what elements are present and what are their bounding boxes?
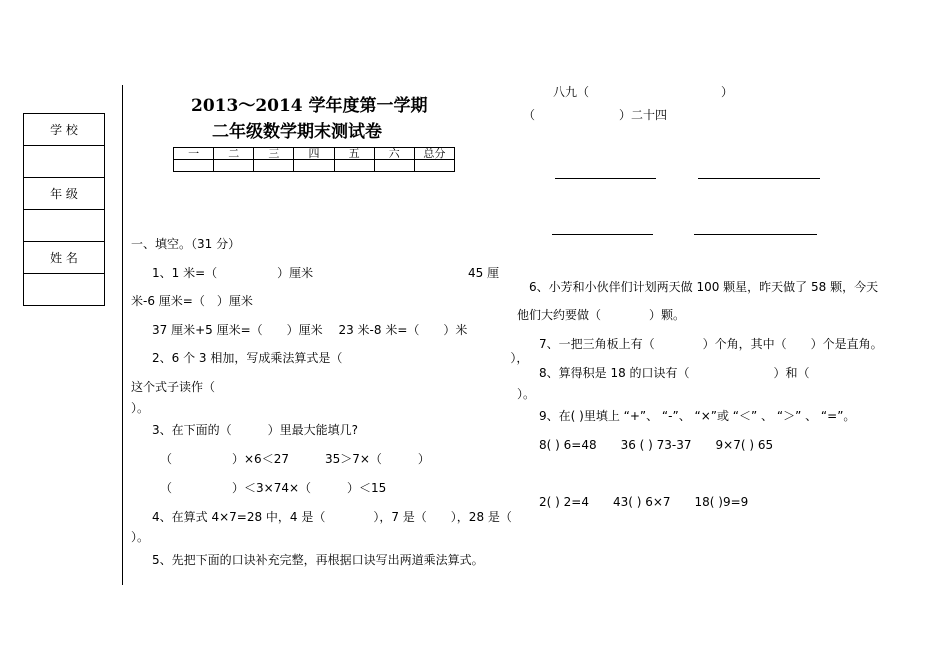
question-line: （ ）＜3×74×（ ）＜15 [160, 481, 387, 495]
question-line: 6、小芳和小伙伴们计划两天做 100 颗星，昨天做了 58 颗，今天 [529, 280, 879, 294]
question-line: 他们大约要做（ ）颗。 [517, 308, 686, 322]
score-header: 一 [174, 148, 214, 160]
name-field[interactable] [24, 274, 105, 306]
exam-title-line2: 二年级数学期末测试卷 [212, 122, 382, 142]
question-line: 45 厘 [468, 266, 500, 280]
question-line: （ ）×6＜27 35＞7×（ ） [160, 452, 430, 466]
answer-blank-line[interactable] [555, 178, 656, 179]
score-header: 四 [294, 148, 334, 160]
question-line: 4、在算式 4×7=28 中，4 是（ ），7 是（ ），28 是（ [152, 510, 512, 524]
answer-blank-line[interactable] [694, 234, 817, 235]
score-header: 二 [214, 148, 254, 160]
grade-field[interactable] [24, 210, 105, 242]
score-cell[interactable] [414, 160, 454, 172]
question-line: 8、算得积是 18 的口诀有（ ）和（ [539, 366, 810, 380]
question-line: 米-6 厘米=（ ）厘米 [131, 294, 253, 308]
question-line: 1、1 米=（ ）厘米 [152, 266, 314, 280]
school-field[interactable] [24, 146, 105, 178]
binding-divider [122, 85, 123, 585]
score-cell[interactable] [254, 160, 294, 172]
question-line: 7、一把三角板上有（ ）个角，其中（ ）个是直角。 [539, 337, 883, 351]
exam-title-line1: 2013～2014 学年度第一学期 [191, 96, 428, 116]
school-label: 学 校 [24, 114, 105, 146]
question-line: ）。 [517, 387, 536, 401]
name-label: 姓 名 [24, 242, 105, 274]
score-header: 六 [374, 148, 414, 160]
grade-label: 年 级 [24, 178, 105, 210]
question-line: 八九（ ） [553, 85, 734, 99]
question-line: 3、在下面的（ ）里最大能填几? [152, 423, 359, 437]
score-cell[interactable] [294, 160, 334, 172]
student-info-table [23, 113, 105, 306]
question-line: 37 厘米+5 厘米=（ ）厘米 23 米-8 米=（ ）米 [152, 323, 468, 337]
question-line: 2( ) 2=4 43( ) 6×7 18( )9=9 [539, 495, 749, 509]
score-table [173, 147, 455, 172]
question-line: ）。 [131, 530, 150, 544]
answer-blank-line[interactable] [698, 178, 820, 179]
score-cell[interactable] [334, 160, 374, 172]
question-line: 2、6 个 3 相加，写成乘法算式是（ ）， [152, 351, 529, 365]
score-header: 五 [334, 148, 374, 160]
question-line: （ ）二十四 [523, 108, 668, 122]
score-header: 总分 [414, 148, 454, 160]
score-cell[interactable] [174, 160, 214, 172]
question-line: 8( ) 6=48 36 ( ) 73-37 9×7( ) 65 [539, 438, 774, 452]
question-line: 5、先把下面的口诀补充完整，再根据口诀写出两道乘法算式。 [152, 553, 484, 567]
question-line: ）。 [131, 401, 150, 415]
answer-blank-line[interactable] [552, 234, 653, 235]
score-cell[interactable] [374, 160, 414, 172]
question-line: 9、在( )里填上 “+”、 “-”、 “×”或 “＜” 、 “＞” 、 “=”。 [539, 409, 856, 423]
score-header: 三 [254, 148, 294, 160]
score-cell[interactable] [214, 160, 254, 172]
question-line: 这个式子读作（ [131, 380, 216, 394]
section-heading: 一、填空。（31 分） [131, 237, 241, 251]
